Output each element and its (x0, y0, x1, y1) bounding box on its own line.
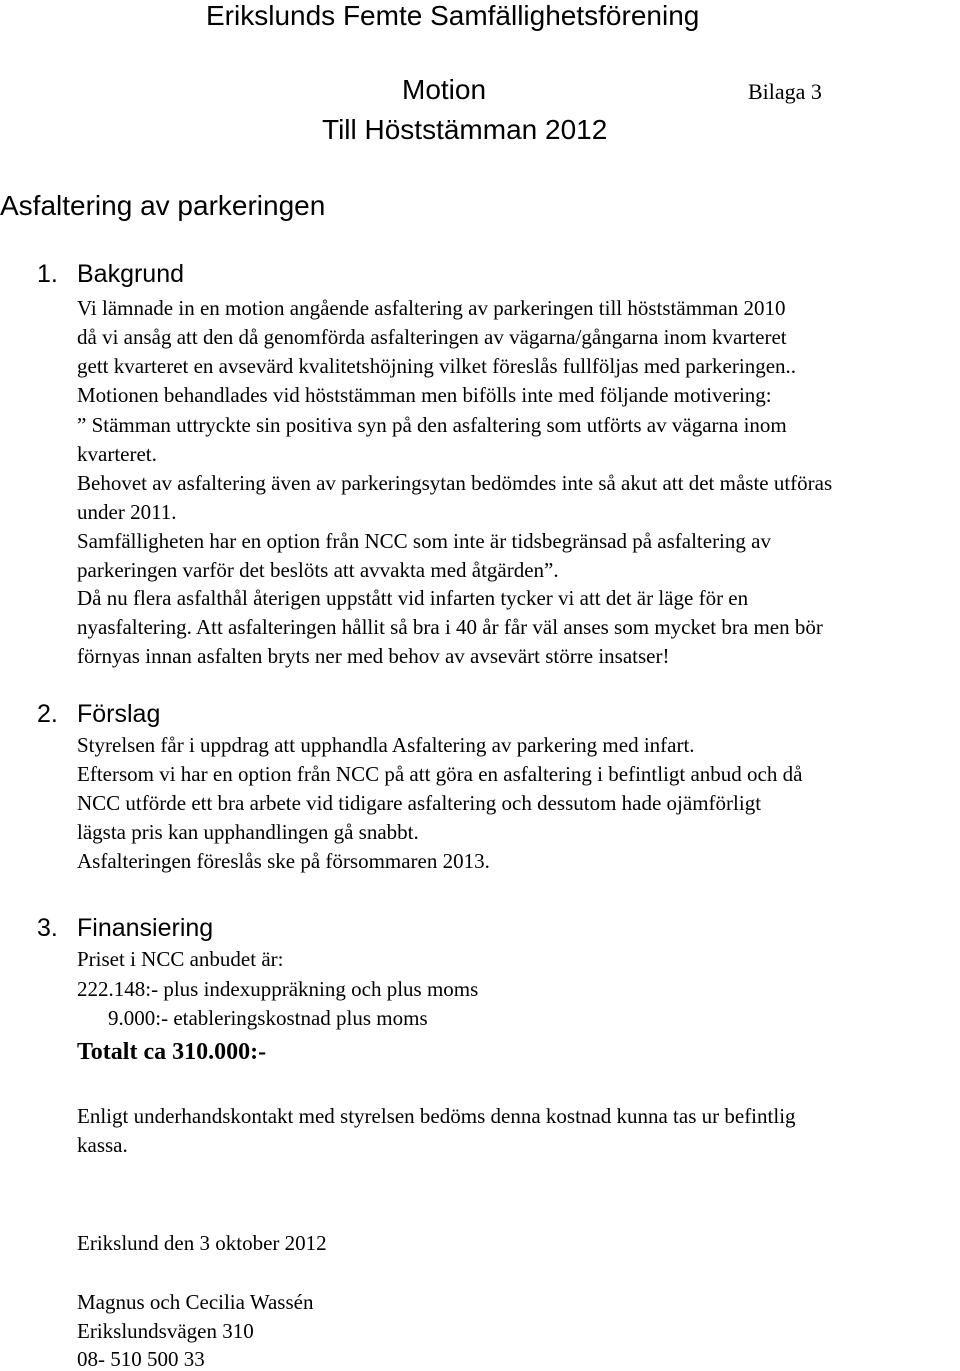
place-date: Erikslund den 3 oktober 2012 (77, 1231, 327, 1255)
financing-note-line: Enligt underhandskontakt med styrelsen bedöms denna kostnad kunna tas ur befintlig (77, 1104, 796, 1128)
total-cost: Totalt ca 310.000:- (77, 1039, 267, 1065)
background-line: parkeringen varför det beslöts att avvakta med åtgärden”. (77, 558, 559, 582)
proposal-line: NCC utförde ett bra arbete vid tidigare asfaltering och dessutom hade ojämförligt (77, 791, 762, 815)
cost-line: 222.148:- plus indexuppräkning och plus moms (77, 977, 479, 1001)
proposal-line: lägsta pris kan upphandlingen gå snabbt. (77, 820, 419, 844)
section-heading-background: Bakgrund (77, 260, 185, 288)
association-title: Erikslunds Femte Samfällighetsförening (206, 0, 700, 31)
background-line: gett kvarteret en avsevärd kvalitetshöjning vilket föreslås fullföljas med parkeringen.. (77, 354, 797, 378)
financing-intro: Priset i NCC anbudet är: (77, 947, 284, 971)
attachment-label: Bilaga 3 (748, 79, 822, 104)
background-line: Då nu flera asfalthål återigen uppstått vid infarten tycker vi att det är läge för en (77, 586, 749, 610)
signer-phone: 08- 510 500 33 (77, 1347, 205, 1371)
section-number-financing: 3. (37, 914, 58, 942)
background-line: Motionen behandlades vid höststämman men bifölls inte med följande motivering: (77, 383, 772, 407)
cost-line: 9.000:- etableringskostnad plus moms (108, 1006, 428, 1030)
background-line: Vi lämnade in en motion angående asfaltering av parkeringen till höststämman 2010 (77, 296, 786, 320)
section-number-proposal: 2. (37, 700, 58, 728)
subject-title: Asfaltering av parkeringen (0, 190, 326, 221)
background-line: kvarteret. (77, 442, 157, 466)
signer-name: Magnus och Cecilia Wassén (77, 1290, 314, 1314)
meeting-title: Till Höststämman 2012 (322, 114, 608, 145)
proposal-line: Eftersom vi har en option från NCC på att göra en asfaltering i befintligt anbud och då (77, 762, 803, 786)
section-number-background: 1. (37, 260, 58, 288)
background-quote-line: ” Stämman uttryckte sin positiva syn på den asfaltering som utförts av vägarna inom (77, 413, 787, 437)
background-line: Samfälligheten har en option från NCC som inte är tidsbegränsad på asfaltering av (77, 529, 771, 553)
financing-note-line: kassa. (77, 1133, 128, 1157)
signer-address: Erikslundsvägen 310 (77, 1319, 254, 1343)
background-line: förnyas innan asfalten bryts ner med behov av avsevärt större insatser! (77, 644, 670, 668)
background-line: Behovet av asfaltering även av parkeringsytan bedömdes inte så akut att det måste utföras (77, 471, 833, 495)
section-heading-proposal: Förslag (77, 700, 161, 728)
proposal-line: Styrelsen får i uppdrag att upphandla Asfaltering av parkering med infart. (77, 733, 695, 757)
section-heading-financing: Finansiering (77, 914, 214, 942)
background-line: nyasfaltering. Att asfalteringen hållit så bra i 40 år får väl anses som mycket bra men bör (77, 615, 823, 639)
document-type: Motion (402, 74, 487, 105)
background-line: under 2011. (77, 500, 177, 524)
proposal-line: Asfalteringen föreslås ske på försommaren 2013. (77, 849, 490, 873)
background-line: då vi ansåg att den då genomförda asfalteringen av vägarna/gångarna inom kvarteret (77, 325, 787, 349)
